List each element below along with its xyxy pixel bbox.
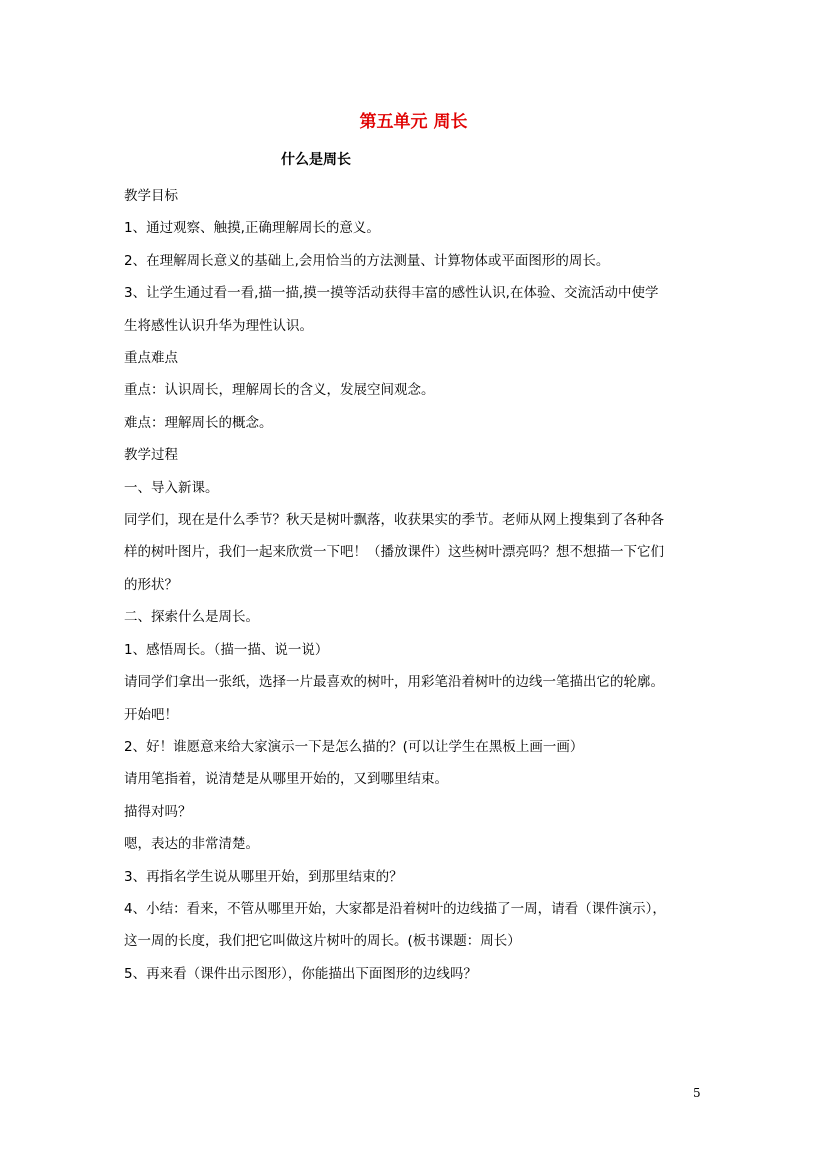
section-heading-process: 教学过程 bbox=[124, 447, 178, 464]
paragraph-line: 3、让学生通过看一看,描一描,摸一摸等活动获得丰富的感性认识,在体验、交流活动中使学 bbox=[124, 285, 659, 302]
lesson-subtitle: 什么是周长 bbox=[281, 152, 351, 168]
paragraph-line: 描得对吗？ bbox=[124, 803, 192, 820]
paragraph-line: 3、再指名学生说从哪里开始，到那里结束的？ bbox=[124, 868, 403, 885]
page-number: 5 bbox=[693, 1086, 701, 1100]
paragraph-line: 二、探索什么是周长。 bbox=[124, 609, 259, 626]
paragraph-line: 2、在理解周长意义的基础上,会用恰当的方法测量、计算物体或平面图形的周长。 bbox=[124, 252, 610, 269]
paragraph-line: 5、再来看（课件出示图形），你能描出下面图形的边线吗？ bbox=[124, 965, 477, 982]
paragraph-line: 同学们，现在是什么季节？秋天是树叶飘落，收获果实的季节。老师从网上搜集到了各种各 bbox=[124, 512, 664, 529]
paragraph-line: 请同学们拿出一张纸，选择一片最喜欢的树叶，用彩笔沿着树叶的边线一笔描出它的轮廓。 bbox=[124, 674, 664, 691]
paragraph-line: 1、感悟周长。（描一描、说一说） bbox=[124, 641, 329, 658]
paragraph-line: 生将感性认识升华为理性认识。 bbox=[124, 317, 313, 334]
paragraph-line: 重点：认识周长，理解周长的含义，发展空间观念。 bbox=[124, 382, 435, 399]
paragraph-line: 难点：理解周长的概念。 bbox=[124, 414, 273, 431]
document-title: 第五单元 周长 bbox=[359, 112, 468, 132]
paragraph-line: 2、好！谁愿意来给大家演示一下是怎么描的？(可以让学生在黑板上画一画） bbox=[124, 738, 584, 755]
paragraph-line: 开始吧！ bbox=[124, 706, 178, 723]
section-heading-key-points: 重点难点 bbox=[124, 350, 178, 367]
paragraph-line: 请用笔指着，说清楚是从哪里开始的，又到哪里结束。 bbox=[124, 771, 448, 788]
paragraph-line: 1、通过观察、触摸,正确理解周长的意义。 bbox=[124, 220, 380, 237]
paragraph-line: 样的树叶图片，我们一起来欣赏一下吧！（播放课件）这些树叶漂亮吗？想不想描一下它们 bbox=[124, 544, 664, 561]
section-heading-objectives: 教学目标 bbox=[124, 188, 178, 204]
document-body bbox=[124, 180, 709, 990]
paragraph-line: 嗯，表达的非常清楚。 bbox=[124, 836, 259, 853]
paragraph-line: 一、导入新课。 bbox=[124, 479, 219, 496]
paragraph-line: 这一周的长度，我们把它叫做这片树叶的周长。(板书课题：周长） bbox=[124, 933, 521, 950]
paragraph-line: 的形状？ bbox=[124, 576, 178, 593]
paragraph-line: 4、小结：看来，不管从哪里开始，大家都是沿着树叶的边线描了一周，请看（课件演示）， bbox=[124, 900, 666, 917]
